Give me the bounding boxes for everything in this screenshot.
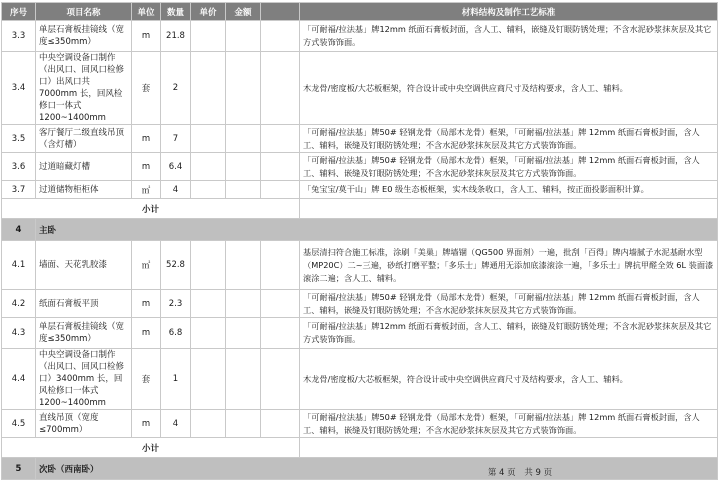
header-blank [261,3,300,21]
section-seq: 4 [2,219,36,241]
row-amount [226,349,261,410]
row-blank [261,410,300,438]
section-title: 主卧 [36,219,718,241]
row-unit: ㎡ [132,241,161,290]
row-name: 直线吊顶（宽度≤700mm） [36,410,132,438]
table-row [2,52,718,125]
row-unit: m [132,318,161,349]
page-footer [0,466,720,478]
row-spec: 木龙骨/密度板/大芯板框架，符合设计或中央空调供应商尺寸及结构要求，含人工、辅料。 [300,52,718,125]
row-qty: 7 [161,125,191,153]
row-price [191,21,226,52]
row-price [191,241,226,290]
header-spec: 材料结构及制作工艺标准 [300,3,718,21]
row-unit: m [132,290,161,318]
subtotal-label: 小计 [2,438,300,458]
row-blank [261,241,300,290]
row-blank [261,125,300,153]
row-qty: 2 [161,52,191,125]
row-seq: 4.5 [2,410,36,438]
row-spec: 基层清扫符合施工标准，涂刷「美巢」牌墙锢（QG500 界面剂）一遍，批刮「百得」牌内墙腻子水泥基耐水型（MP20C）二~三遍，砂纸打磨平整；「多乐士」牌通用无添加底漆滚涂一遍，「多乐士」牌抗甲醛全效 6L 装面漆滚涂二遍；含人工、辅料。 [300,241,718,290]
row-blank [261,349,300,410]
row-qty: 6.8 [161,318,191,349]
row-qty: 21.8 [161,21,191,52]
row-seq: 4.4 [2,349,36,410]
row-qty: 2.3 [161,290,191,318]
row-seq: 4.3 [2,318,36,349]
subtotal-spec [300,438,718,458]
row-name: 中央空调设备口制作（出风口、回风口检修口）3400mm 长，回风检修口一体式 1200~1400mm [36,349,132,410]
row-amount [226,241,261,290]
section-title: 次卧（西南卧） [36,458,718,480]
header-seq: 序号 [2,3,36,21]
row-qty: 4 [161,410,191,438]
row-unit: m [132,410,161,438]
subtotal-row [2,199,718,219]
header-qty: 数量 [161,3,191,21]
table-row [2,125,718,153]
row-blank [261,318,300,349]
quotation-table [1,2,718,480]
table-row [2,153,718,181]
row-name: 中央空调设备口制作（出风口、回风口检修口）出风口共 7000mm 长，回风检修口一体式 1200~1400mm [36,52,132,125]
row-seq: 4.2 [2,290,36,318]
row-unit: m [132,125,161,153]
row-qty: 1 [161,349,191,410]
row-unit: m [132,21,161,52]
page-number: 第 4 页 [487,468,516,478]
row-spec: 「兔宝宝/莫干山」牌 E0 级生态板框架，实木线条收口，含人工、辅料，按正面投影面积计算。 [300,181,718,199]
row-blank [261,290,300,318]
header-name: 项目名称 [36,3,132,21]
row-amount [226,52,261,125]
subtotal-row [2,438,718,458]
row-name: 过道暗藏灯槽 [36,153,132,181]
row-seq: 3.4 [2,52,36,125]
table-row [2,21,718,52]
subtotal-spec [300,199,718,219]
row-amount [226,125,261,153]
table-row [2,290,718,318]
row-spec: 「可耐福/拉法基」牌50# 轻钢龙骨（局部木龙骨）框架，「可耐福/拉法基」牌 12mm 纸面石膏板封面，含人工、辅料，嵌缝及钉眼防锈处理；不含水泥砂浆抹灰层及其它方式装饰饰面。 [300,290,718,318]
row-unit: 套 [132,52,161,125]
row-price [191,52,226,125]
row-blank [261,21,300,52]
section-seq: 5 [2,458,36,480]
header-unit: 单位 [132,3,161,21]
row-price [191,153,226,181]
row-seq: 4.1 [2,241,36,290]
header-price: 单价 [191,3,226,21]
row-amount [226,153,261,181]
row-name: 纸面石膏板平顶 [36,290,132,318]
row-price [191,290,226,318]
row-name: 客厅餐厅二级直线吊顶（含灯槽） [36,125,132,153]
table-row [2,349,718,410]
row-spec: 「可耐福/拉法基」牌12mm 纸面石膏板封面，含人工、辅料，嵌缝及钉眼防锈处理；不含水泥砂浆抹灰层及其它方式装饰饰面。 [300,318,718,349]
row-spec: 「可耐福/拉法基」牌50# 轻钢龙骨（局部木龙骨）框架，「可耐福/拉法基」牌 12mm 纸面石膏板封面，含人工、辅料，嵌缝及钉眼防锈处理；不含水泥砂浆抹灰层及其它方式装饰饰面。 [300,410,718,438]
header-amount: 金额 [226,3,261,21]
table-row [2,181,718,199]
row-amount [226,21,261,52]
row-blank [261,52,300,125]
row-name: 单层石膏板挂镜线（宽度≤350mm） [36,318,132,349]
row-unit: ㎡ [132,181,161,199]
row-qty: 6.4 [161,153,191,181]
row-amount [226,410,261,438]
row-spec: 「可耐福/拉法基」牌12mm 纸面石膏板封面，含人工、辅料，嵌缝及钉眼防锈处理；不含水泥砂浆抹灰层及其它方式装饰饰面。 [300,21,718,52]
row-blank [261,153,300,181]
row-price [191,410,226,438]
row-amount [226,290,261,318]
row-amount [226,318,261,349]
row-qty: 4 [161,181,191,199]
row-seq: 3.3 [2,21,36,52]
row-seq: 3.5 [2,125,36,153]
table-row [2,241,718,290]
row-unit: m [132,153,161,181]
row-amount [226,181,261,199]
row-qty: 52.8 [161,241,191,290]
row-price [191,125,226,153]
row-price [191,181,226,199]
row-spec: 「可耐福/拉法基」牌50# 轻钢龙骨（局部木龙骨）框架，「可耐福/拉法基」牌 12mm 纸面石膏板封面，含人工、辅料，嵌缝及钉眼防锈处理；不含水泥砂浆抹灰层及其它方式装饰饰面。 [300,125,718,153]
row-spec: 木龙骨/密度板/大芯板框架，符合设计或中央空调供应商尺寸及结构要求，含人工、辅料。 [300,349,718,410]
section-row [2,219,718,241]
row-price [191,349,226,410]
row-price [191,318,226,349]
table-row [2,318,718,349]
table-row [2,410,718,438]
page-total: 共 9 页 [524,468,553,478]
row-seq: 3.7 [2,181,36,199]
row-name: 单层石膏板挂镜线（宽度≤350mm） [36,21,132,52]
row-blank [261,181,300,199]
subtotal-label: 小计 [2,199,300,219]
row-spec: 「可耐福/拉法基」牌50# 轻钢龙骨（局部木龙骨）框架，「可耐福/拉法基」牌 12mm 纸面石膏板封面，含人工、辅料、嵌缝及钉眼防锈处理；不含水泥砂浆抹灰层及其它方式装饰饰面。 [300,153,718,181]
row-name: 墙面、天花乳胶漆 [36,241,132,290]
row-seq: 3.6 [2,153,36,181]
table-header-row [2,3,718,21]
row-name: 过道储物柜柜体 [36,181,132,199]
row-unit: 套 [132,349,161,410]
